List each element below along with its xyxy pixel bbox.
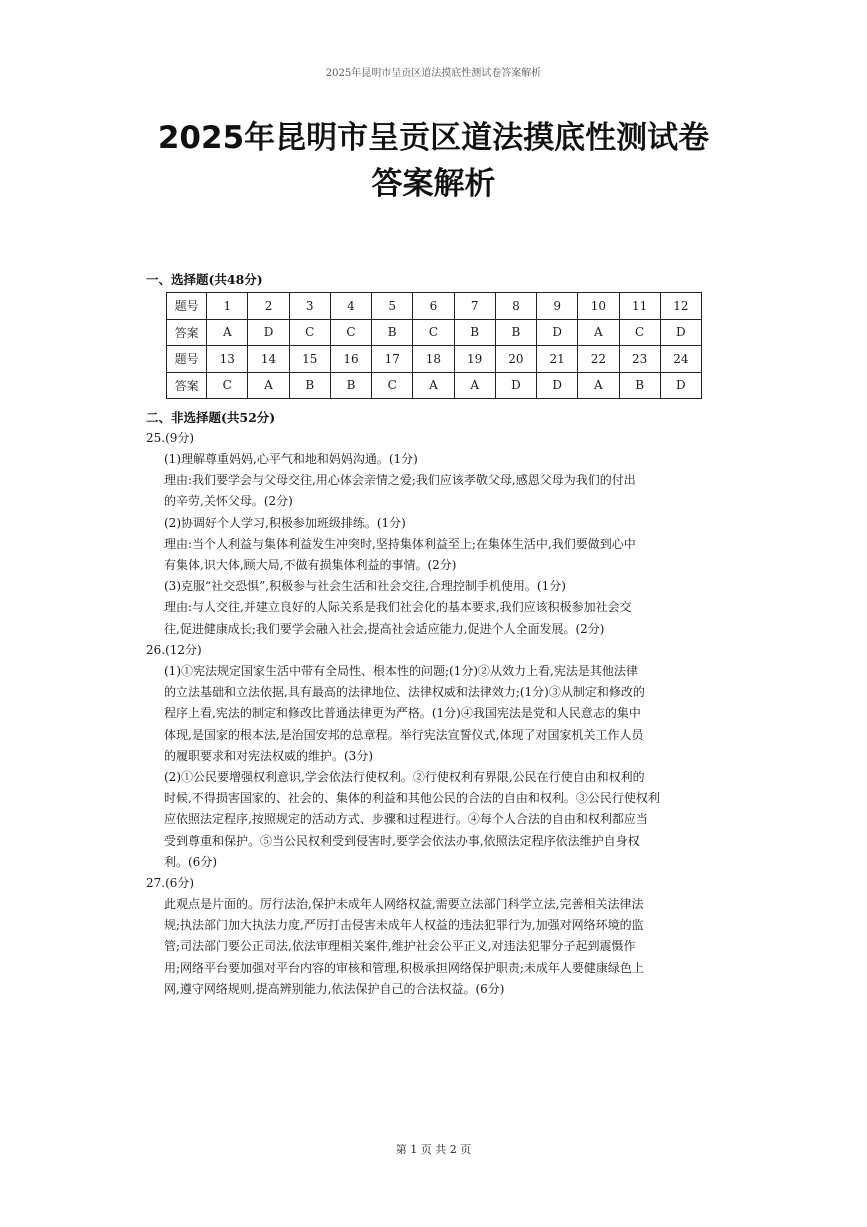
answer-line: (1)①宪法规定国家生活中带有全局性、根本性的问题;(1分)②从效力上看,宪法是其他法律 [164, 664, 638, 678]
question-25-number: 25.(9分) [146, 431, 195, 445]
table-cell: 20 [495, 346, 536, 373]
table-cell: 5 [372, 293, 413, 320]
table-cell: 21 [537, 346, 578, 373]
table-cell: 22 [578, 346, 619, 373]
answer-line: 此观点是片面的。厉行法治,保护未成年人网络权益,需要立法部门科学立法,完善相关法律法 [164, 897, 644, 911]
table-cell: 17 [372, 346, 413, 373]
answer-line: (1)理解尊重妈妈,心平气和地和妈妈沟通。(1分) [164, 452, 418, 466]
table-cell: 8 [495, 293, 536, 320]
table-cell: B [619, 372, 660, 399]
answer-line: 理由:我们要学会与父母交往,用心体会亲情之爱;我们应该孝敬父母,感恩父母为我们的付出 [164, 473, 636, 488]
table-cell: 23 [619, 346, 660, 373]
answer-line: 利。(6分) [164, 854, 217, 869]
question-27-number: 27.(6分) [146, 876, 195, 890]
answer-line: 理由:与人交往,并建立良好的人际关系是我们社会化的基本要求,我们应该积极参加社会交 [164, 600, 632, 615]
table-cell: A [578, 319, 619, 346]
table-cell: B [454, 319, 495, 346]
answer-line: 管;司法部门要公正司法,依法审理相关案件,维护社会公平正义,对违法犯罪分子起到震慑作 [164, 939, 636, 954]
table-cell: 24 [660, 346, 701, 373]
table-cell: 10 [578, 293, 619, 320]
question-26-number: 26.(12分) [146, 643, 202, 657]
table-row-label: 答案 [167, 372, 207, 399]
table-cell: C [207, 372, 248, 399]
table-cell: 14 [248, 346, 289, 373]
question-26-answer [164, 661, 660, 873]
table-cell: C [413, 319, 454, 346]
answer-line: 规;执法部门加大执法力度,严厉打击侵害未成年人权益的违法犯罪行为,加强对网络环境的监 [164, 918, 644, 933]
table-cell: 11 [619, 293, 660, 320]
table-cell: 2 [248, 293, 289, 320]
table-cell: B [372, 319, 413, 346]
question-25-answer [164, 449, 636, 640]
answer-line: 时候,不得损害国家的、社会的、集体的利益和其他公民的合法的自由和权利。③公民行使权利 [164, 791, 660, 806]
table-cell: 12 [660, 293, 701, 320]
running-header: 2025年昆明市呈贡区道法摸底性测试卷答案解析 [325, 68, 542, 79]
answer-line: 用;网络平台要加强对平台内容的审核和管理,积极承担网络保护职责;未成年人要健康绿色上 [164, 960, 644, 975]
table-cell: 16 [330, 346, 371, 373]
table-row [167, 372, 702, 399]
table-row [167, 346, 702, 373]
table-cell: D [495, 372, 536, 399]
table-cell: 9 [537, 293, 578, 320]
document-title-line-1: 2025年昆明市呈贡区道法摸底性测试卷 [157, 120, 710, 156]
table-cell: B [495, 319, 536, 346]
section-1-heading: 一、选择题(共48分) [146, 272, 263, 287]
answer-line: (3)克服“社交恐惧”,积极参与社会生活和社会交往,合理控制手机使用。(1分) [164, 579, 566, 594]
table-cell: B [330, 372, 371, 399]
table-cell: 6 [413, 293, 454, 320]
table-cell: 19 [454, 346, 495, 373]
table-cell: C [289, 319, 330, 346]
answer-line: 的辛劳,关怀父母。(2分) [164, 494, 293, 509]
table-cell: 7 [454, 293, 495, 320]
answer-line: 理由:当个人利益与集体利益发生冲突时,坚持集体利益至上;在集体生活中,我们要做到心中 [164, 536, 636, 551]
table-cell: A [454, 372, 495, 399]
document-title-line-2: 答案解析 [371, 166, 496, 202]
answer-table [166, 292, 702, 399]
table-cell: C [330, 319, 371, 346]
answer-line: 有集体,识大体,顾大局,不做有损集体利益的事情。(2分) [164, 558, 457, 573]
table-cell: D [537, 319, 578, 346]
table-cell: C [372, 372, 413, 399]
table-cell: A [413, 372, 454, 399]
answer-line: 往,促进健康成长;我们要学会融入社会,提高社会适应能力,促进个人全面发展。(2分) [164, 621, 605, 636]
table-cell: 15 [289, 346, 330, 373]
table-cell: 1 [207, 293, 248, 320]
answer-line: 应依照法定程序,按照规定的活动方式、步骤和过程进行。④每个人合法的自由和权利都应当 [164, 812, 648, 827]
answer-line: 的立法基础和立法依据,具有最高的法律地位、法律权威和法律效力;(1分)③从制定和修改的 [164, 685, 645, 700]
table-cell: D [537, 372, 578, 399]
table-cell: A [248, 372, 289, 399]
question-27-answer [164, 894, 644, 1000]
table-cell: D [660, 319, 701, 346]
table-row [167, 293, 702, 320]
table-cell: C [619, 319, 660, 346]
answer-line: (2)协调好个人学习,积极参加班级排练。(1分) [164, 515, 406, 530]
answer-line: 网,遵守网络规则,提高辨别能力,依法保护自己的合法权益。(6分) [164, 981, 505, 996]
table-cell: 4 [330, 293, 371, 320]
answer-line: 受到尊重和保护。⑤当公民权利受到侵害时,要学会依法办事,依照法定程序依法维护自身权 [164, 833, 640, 848]
table-cell: D [248, 319, 289, 346]
table-cell: B [289, 372, 330, 399]
answer-line: (2)①公民要增强权利意识,学会依法行使权利。②行使权利有界限,公民在行使自由和权利的 [164, 770, 645, 785]
table-row-label: 题号 [167, 293, 207, 320]
table-cell: A [578, 372, 619, 399]
table-row-label: 题号 [167, 346, 207, 373]
table-cell: D [660, 372, 701, 399]
answer-line: 的履职要求和对宪法权威的维护。(3分) [164, 748, 373, 763]
table-cell: 18 [413, 346, 454, 373]
table-row-label: 答案 [167, 319, 207, 346]
answer-line: 程序上看,宪法的制定和修改比普通法律更为严格。(1分)④我国宪法是党和人民意志的集中 [164, 706, 641, 721]
answer-line: 体现,是国家的根本法,是治国安邦的总章程。举行宪法宣誓仪式,体现了对国家机关工作人员 [164, 727, 644, 742]
page-footer: 第 1 页 共 2 页 [395, 1143, 472, 1156]
section-2-heading: 二、非选择题(共52分) [146, 410, 276, 425]
table-cell: A [207, 319, 248, 346]
table-cell: 13 [207, 346, 248, 373]
table-cell: 3 [289, 293, 330, 320]
table-row [167, 319, 702, 346]
